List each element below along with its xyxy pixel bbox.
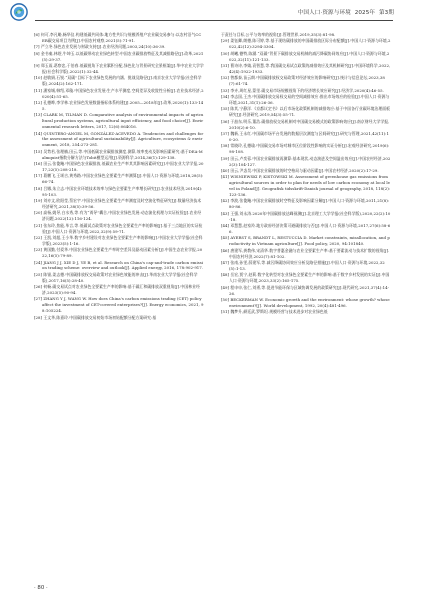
header-rule (35, 20, 393, 21)
reference-entry: [33] 李卉,周红星,蒙里.碳交易市场规模视角下的经济增长效应研究[J].经济学,2020(4):46-55. (221, 87, 384, 93)
reference-entry: [47] 张南,孙雯,薛建军,等.减污降碳协同效应分析及路径措施[J].中国人口·资源与环境,2022,32(5):1-13. (221, 260, 385, 271)
reference-entry: [17] 葛鹏飞,王颂吉,黄秀路.中国农业绿色全要素生产率测算[J].中国人口·资源与环境,2018,28(5):66-74. (34, 173, 204, 185)
reference-entry: [49] 程申申,张仁,刘勇,等.促进节能环保与区域协调发展的政策研究[J].现代研究,2021,37(4):14-26. (221, 284, 390, 296)
reference-entry: [10] 赵敏娟,石锐.“双碳”目标下农业绿色发展的内涵、挑战及路径[J].南京农业大学学报(社会科学版),2024(2):162-171. (34, 75, 202, 87)
reference-entry: [12] 孔德晔,李学林.农业绿色发展数据指标体系构建[J].2005—2018年[J].改革,2020(1):133-145. (34, 99, 204, 111)
reference-entry: [46] 唐建军,龚教伟,宋清华.数字普惠金融与农业全要素生产率:基于要素流动与技术扩散的视角[J].中国农村经济,2022(7):81-102. (221, 247, 390, 259)
reference-entry: [34] 李志国,王杰.中国碳排放交易权交易的空间减排效应:推出市场效应的检验[J].中国人口·资源与环境,2021,31(1):26-36. (221, 94, 390, 105)
page-number: · 80 · (34, 585, 48, 591)
reference-entry: [29] 姜钰卿,朗德,陈可婷,等.基于现结碳排放的中国碳排放区际分布配额[J].中国人口·资源与环境,2022,42(12):3294-3304. (221, 38, 391, 50)
reference-entry: [7] 严立冬.绿色农业发展与财政支持[J].农业经济问题,2003,24(10):36-39. (34, 44, 166, 50)
reference-entry: [26] 何畅.碳交易试点对农业绿色全要素生产率的影响:基于碳汇和碳排放双重视角[J].中国林业经济,2023(5):90-94. (34, 284, 200, 296)
reference-entry: [25] 陈银,姜志德.中国碳排放权交易政策对农业绿色效能的冲击[J].华南农业大学学报(社会科学版),2017,16(5):28-40. (34, 271, 198, 283)
reference-entry: [22] 王凯,刘超,王小华.数字乡村建设对农业绿色全要素生产率的影响[J].中国农业大学学报(社会科学版),2023(5):1-16. (34, 234, 203, 246)
page-header (0, 0, 427, 24)
references-left-column (34, 32, 204, 321)
journal-name: 中国人口·资源与环境 (297, 10, 351, 16)
reference-entry: [37] 魏新,王永红.中国碳市场平台发展的数据层次测度与区间研究[J].研究与管理,2021,42(11):10-20. (221, 131, 390, 142)
references-right-column (221, 32, 391, 316)
reference-entry: [43] 王强,刘永涛.2020年中国碳排放达峰预测[J].北京理工大学学报(社会科学版),2020,22(2):10-18. (221, 210, 391, 222)
reference-entry: [18] 吕娜,朱立志.中国农业环境技术效率与绿色全要素生产率增长研究[J].农业技术经济,2019(4):95-103. (34, 185, 203, 197)
reference-entry: [28] 王文华,陈嘉玲.中国碳排放交易初始市场初始配额分配方案研究:基 (34, 314, 157, 320)
reference-entry: [44] 邓慧慧,赵家羚.地方政府经济决策可避碳排放与否[J].中国人口·资源与环境,2017,27(6):58-66. (221, 223, 391, 234)
reference-entry: [15] 吴势若,张理楠,田云,等.中国低碳农业碳排放测度,测算,效率变动及影响因素研究:基于DEA-Malmquist指数分解方法与Tobit模型运用[J].资源科学,2014,36(1):129-138. (34, 148, 203, 160)
reference-entry: [48] 岳宏,贾宁,赵莉.数字化转型对农业绿色全要素生产率的影响:基于数字乡村发展的实证[J].中国人口·资源与环境,2023,33(2):165-175. (221, 272, 390, 284)
reference-entry: [13] CLARK M, TILMAN D. Comparative analysis of environmental impacts of agricultural production systems, agricultural input efficiency, and food choice[J]. Environmental research letters, 2017, 12(6):064016. (34, 112, 204, 130)
reference-entry: [41] WISNIEWSKI P, KISTOWSKI M. Assessment of greenhouse gas emissions from agricultural sources in order to plan for needs of low carbon economy at local level in Poland[J]. Geografisk tidsskrift-Danish journal of geography, 2018, 118(2):123-136. (221, 174, 391, 198)
reference-entry: [24] JIANG J J, XIE D J, YE B, et al. Research on China's cap-and-trade carbon emission trading scheme: overview and outlook[J]. Applied energy, 2016, 178:902-917. (34, 259, 204, 271)
reference-entry: [20] 高杨,姚导,白水秀,等.有为“诱导”耦合,中国农业绿色发展:动态演化机理与实证检验[J].农业经济问题,2022(12):116-124. (34, 210, 202, 222)
reference-entry: [35] 陈其,宁静洋.《京都议定书》以后市场化政策机制的减排效应:基于中国各行业碳环境治理面板研究[J].经济研究,2019,54(3):55-71. (221, 106, 391, 118)
reference-entry: [30] 胡曦,德特,陈涵.“双碳”背景下碳排放交易机制的减污降碳协同效应[J].中国人口·资源与环境,2022,32(11):121-133. (221, 50, 390, 62)
reference-entry: [27] ZHANG Y J, WANG W. How does China's carbon emissions trading (CET) policy affect the investment of CET-covered enterprises?[J]. Energy economics, 2021, 98:105224. (34, 296, 204, 314)
reference-entry: [42] 李波,张俊飚.中国农业碳排放时空特征及影响因素分解[J].中国人口·资源与环境,2011,21(8):80-86. (221, 198, 390, 210)
reference-entry: [36] 于喆东,明乐,董浩.碳排放权交易机制对中国碳交易模式的政策影响效应[J].南京财经大学学报,2010(2):6-10. (221, 118, 390, 130)
reference-entry: 于责任与目标,公平与效率的视角[J].管理世界,2019,35(3):81-98. (221, 32, 336, 37)
reference-entry: [39] 田云,卢奕蓉.中国农业碳排放再测算:基本现状,动态演进及空间溢出效应[J].中国农村经济,2022(3):104-127. (221, 155, 391, 167)
reference-entry: [11] 潘家城,韩绍,邓璇.中国绿色农业发展:生产水平测度,空间差异及收敛性分析[J].农业技术经济,2020(4):51-65. (34, 87, 204, 99)
reference-entry: [16] 田云,张俊飚.中国绿色农业碳排放,低碳农业生产率其其影响因素研究[J].中国农业大学学报,2017,22(5):208-218. (34, 161, 204, 172)
journal-year: 2025年 (354, 10, 376, 16)
reference-entry: [9] 郑玉雨,葛察忠,于伯春.低碳视角下农业累积分配,绿色化与背景研究全景框架[J].华中农业大学学报(社会科学版),2022(1):32-44. (34, 63, 204, 74)
reference-entry: [51] 魏梦升,颜廷武,罗斯坦.规模经营与技术进步对农业绿色低 (221, 309, 328, 315)
journal-logo-icon (10, 3, 28, 21)
reference-entry: [6] 何可,李凡略,畅华仪.构建低碳共同体:地方性共识与规模养殖户农业碳交易参与:以农村沼气CCER碳交易项目为例[J].中国农村观察,2021(5):71-91. (34, 32, 202, 43)
journal-issue: 第3期 (378, 10, 394, 16)
reference-entry: [50] BECKERMAN W. Economic growth and the environment: whose growth? whose environment?[J]. World development, 1992, 20(4):481-496. (221, 296, 390, 308)
reference-entry: [31] 曹诗诗,李婧,袁智慧,等.我国碳交易试点政策的减排效应及其机制研究[J].中国环境科学,2022,42(4):1922-1933. (221, 63, 391, 74)
reference-entry: [45] AYERST S, BRANDT L, RESTUCCIA D. Market constraints, misallocation, and productivity in Vietnam agriculture[J]. Food policy, 2020, 94:101840. (221, 235, 390, 247)
reference-entry: [23] 黄国勤,付爱华.中国农业绿色全要素生产率时空差异及驱动因素分析[J].中国生态农业学报,2022,16(5):79-89. (34, 247, 203, 259)
journal-info (296, 8, 394, 16)
reference-entry: [19] 刘亦文,欧阳莹,蔡宏宇.中国农业绿色全要素生产率测度及时空演化特征研究[J].数量经济技术经济研究,2021,38(5):39-56. (34, 197, 202, 209)
reference-entry: [32] 曾都泰,苗云朗.中国碳排放权交易政策对经济效应的影响研究[J].统计与信息论坛,2023,38(7):61-74. (221, 75, 385, 87)
reference-entry: [40] 田云,尹忞昊.中国农业碳排放的时空格局与驱动因素[J].中国农村经济,2020(2):17-29. (221, 167, 379, 173)
reference-entry: [8] 金书秦,林煜,牛坤玉.以低碳带动农业绿色转型:中国农业碳排放特征及其减排路径[J].改革,2021(5):29-37. (34, 50, 204, 62)
reference-entry: [38] 常晓玲,孔德瑜.中国碳交易市场对城市区位阶段性影响的实证分析[J].宏观经济研究,2019(6):98-108. (221, 143, 390, 155)
reference-entry: [21] 张东玲,焦能,毕言,等.低碳试点政策对农业绿色全要素生产率的影响[J].基于三点地区的实证检验[J].中国人口·资源与环境,2022,32(9):59-71. (34, 222, 203, 234)
reference-entry: [14] QUINTERO-ANGEL M, GONZÁLEZ-ACEVEDO A. Tendencies and challenges for the assessment of agricultural sustainability[J]. Agriculture, ecosystems & environment, 2018, 254:273-281. (34, 130, 204, 148)
